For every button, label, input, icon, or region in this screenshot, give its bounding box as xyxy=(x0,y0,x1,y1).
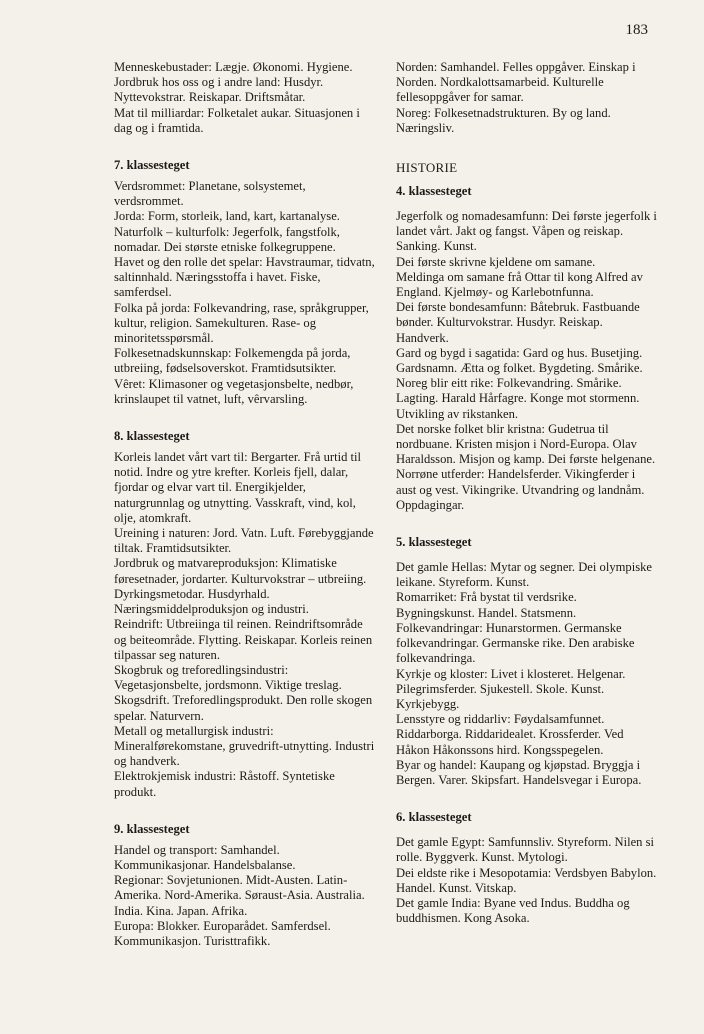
entry: Reindrift: Utbreiinga til reinen. Reindriftsområde og beiteområde. Flytting. Reiskapar. Korleis reinen tilpassar seg naturen. xyxy=(114,617,373,662)
entry: Folka på jorda: Folkevandring, rase, språkgrupper, kultur, religion. Samekulturen. Rase- og minoritetsspørsmål. xyxy=(114,300,369,346)
right-intro xyxy=(396,60,658,136)
entry: Det gamle Egypt: Samfunnsliv. Styreform. Nilen si rolle. Byggverk. Kunst. Mytologi. xyxy=(396,835,655,865)
section-grade-6 xyxy=(396,810,658,926)
entry: Mat til milliardar: Folketalet aukar. Situasjonen i dag og i framtida. xyxy=(114,105,360,135)
entry: Norden: Samhandel. Felles oppgåver. Einskap i Norden. Nordkalottsamarbeid. Kulturelle fellesoppgåver for samar. xyxy=(396,60,636,105)
entry: Jegerfolk og nomadesamfunn: Dei første jegerfolk i landet vårt. Jakt og fangst. Våpen og reiskap. Sanking. Kunst. xyxy=(396,209,657,254)
subject-title: HISTORIE xyxy=(396,160,458,176)
entry: Regionar: Sovjetunionen. Midt-Austen. Latin-Amerika. Nord-Amerika. Søraust-Asia. Australia. India. Kina. Japan. Afrika. xyxy=(114,873,365,918)
section-grade-7 xyxy=(114,158,376,407)
entry: Dei første bondesamfunn: Båtebruk. Fastbuande bønder. Kulturvokstrar. Husdyr. Reiskap. Handverk. xyxy=(396,300,640,345)
entry: Europa: Blokker. Europarådet. Samferdsel. Kommunikasjon. Turisttrafikk. xyxy=(114,918,331,948)
section-heading: 8. klassesteget xyxy=(114,429,190,444)
entry: Byar og handel: Kaupang og kjøpstad. Bryggja i Bergen. Varer. Skipsfart. Handelsvegar i Europa. xyxy=(396,757,642,787)
entry: Norrøne utferder: Handelsferder. Vikingferder i aust og vest. Vikingrike. Utvandring og landnåm. Oppdagingar. xyxy=(396,467,645,512)
entry: Dei første skrivne kjeldene om samane. xyxy=(396,254,596,269)
entry: Det norske folket blir kristna: Gudetrua til nordbuane. Kristen misjon i Nord-Europa. Olav Haraldsson. Misjon og kamp. Dei første helgenane. xyxy=(396,421,656,467)
section-grade-4 xyxy=(396,184,658,513)
entry: Noreg: Folkesetnadstrukturen. By og land. Næringsliv. xyxy=(396,105,611,135)
entry: Gard og bygd i sagatida: Gard og hus. Busetjing. Gardsnamn. Ætta og folket. Bygdeting. Smårike. xyxy=(396,345,643,376)
entry: Havet og den rolle det spelar: Havstraumar, tidvatn, saltinnhald. Næringsstoffa i havet. Fiske, samferdsel. xyxy=(114,255,375,300)
entry: Ureining i naturen: Jord. Vatn. Luft. Førebyggjande tiltak. Framtidsutsikter. xyxy=(114,526,374,556)
entry: Elektrokjemisk industri: Råstoff. Syntetiske produkt. xyxy=(114,769,335,799)
entry: Korleis landet vårt vart til: Bergarter. Frå urtid til notid. Indre og ytre krefter. Korleis fjell, dalar, fjordar og elvar vart til. Energikjelder, naturgrunnlag og utnytting. Vasskraft, vind, kol, olje, atomkraft. xyxy=(114,450,362,525)
entry: Romarriket: Frå bystat til verdsrike. Bygningskunst. Handel. Statsmenn. xyxy=(396,590,577,620)
section-heading: 7. klassesteget xyxy=(114,158,190,173)
entry: Metall og metallurgisk industri: Mineralførekomstane, gruvedrift-utnytting. Industri og handverk. xyxy=(114,723,375,769)
entry: Handel og transport: Samhandel. Kommunikasjonar. Handelsbalanse. xyxy=(114,842,296,872)
entry: Jordbruk og matvareproduksjon: Klimatiske føresetnader, jordarter. Kulturvokstrar – utbreiing. Dyrkingsmetodar. Husdyrhald. Næringsmiddelproduksjon og industri. xyxy=(114,556,367,617)
entry: Naturfolk – kulturfolk: Jegerfolk, fangstfolk, nomadar. Dei største etniske folkegruppene. xyxy=(114,224,340,254)
entry: Noreg blir eitt rike: Folkevandring. Smårike. Lagting. Harald Hårfagre. Konge mot stormenn. Utvikling av rikstanken. xyxy=(396,376,640,421)
section-heading: 5. klassesteget xyxy=(396,535,472,550)
entry: Skogbruk og treforedlingsindustri: Vegetasjonsbelte, jordsmonn. Viktige treslag. Skogsdrift. Treforedlingsprodukt. Den rolle skogen spelar. Naturvern. xyxy=(114,662,373,723)
entry: Jordbruk hos oss og i andre land: Husdyr. Nyttevokstrar. Reiskapar. Driftsmåtar. xyxy=(114,75,324,105)
section-grade-9 xyxy=(114,822,376,949)
entry: Folkesetnadskunnskap: Folkemengda på jorda, utbreiing, fødselsoverskot. Framtidsutsikter. xyxy=(114,346,351,376)
entry: Det gamle India: Byane ved Indus. Buddha og buddhismen. Kong Asoka. xyxy=(396,895,630,926)
left-intro xyxy=(114,60,376,136)
entry: Kyrkje og kloster: Livet i klosteret. Helgenar. Pilegrimsferder. Sjukestell. Skole. Kunst. Kyrkjebygg. xyxy=(396,666,626,711)
entry: Det gamle Hellas: Mytar og segner. Dei olympiske leikane. Styreform. Kunst. xyxy=(396,560,653,590)
section-grade-5 xyxy=(396,535,658,788)
right-column xyxy=(396,60,658,940)
section-grade-8 xyxy=(114,429,376,800)
entry: Jorda: Form, storleik, land, kart, kartanalyse. xyxy=(114,209,340,224)
section-heading: 6. klassesteget xyxy=(396,810,472,825)
entry: Folkevandringar: Hunarstormen. Germanske folkevandringar. Germanske rike. Den arabiske folkevandringa. xyxy=(396,620,635,666)
entry: Vêret: Klimasoner og vegetasjonsbelte, nedbør, krinslaupet til vatnet, luft, vêrvarsling. xyxy=(114,376,354,406)
section-heading: 9. klassesteget xyxy=(114,821,190,836)
entry: Meldinga om samane frå Ottar til kong Alfred av England. Kjelmøy- og Karlebotnfunna. xyxy=(396,269,643,300)
page-number: 183 xyxy=(625,22,648,38)
entry: Verdsrommet: Planetane, solsystemet, verdsrommet. xyxy=(114,179,306,209)
section-heading: 4. klassesteget xyxy=(396,184,472,199)
entry: Menneskebustader: Lægje. Økonomi. Hygiene. xyxy=(114,60,353,74)
entry: Dei eldste rike i Mesopotamia: Verdsbyen Babylon. Handel. Kunst. Vitskap. xyxy=(396,865,657,895)
left-column xyxy=(114,60,376,963)
entry: Lensstyre og riddarliv: Føydalsamfunnet. Riddarborga. Riddaridealet. Krossferder. Ved Håkon Håkonssons hird. Kongsspegelen. xyxy=(396,712,624,757)
